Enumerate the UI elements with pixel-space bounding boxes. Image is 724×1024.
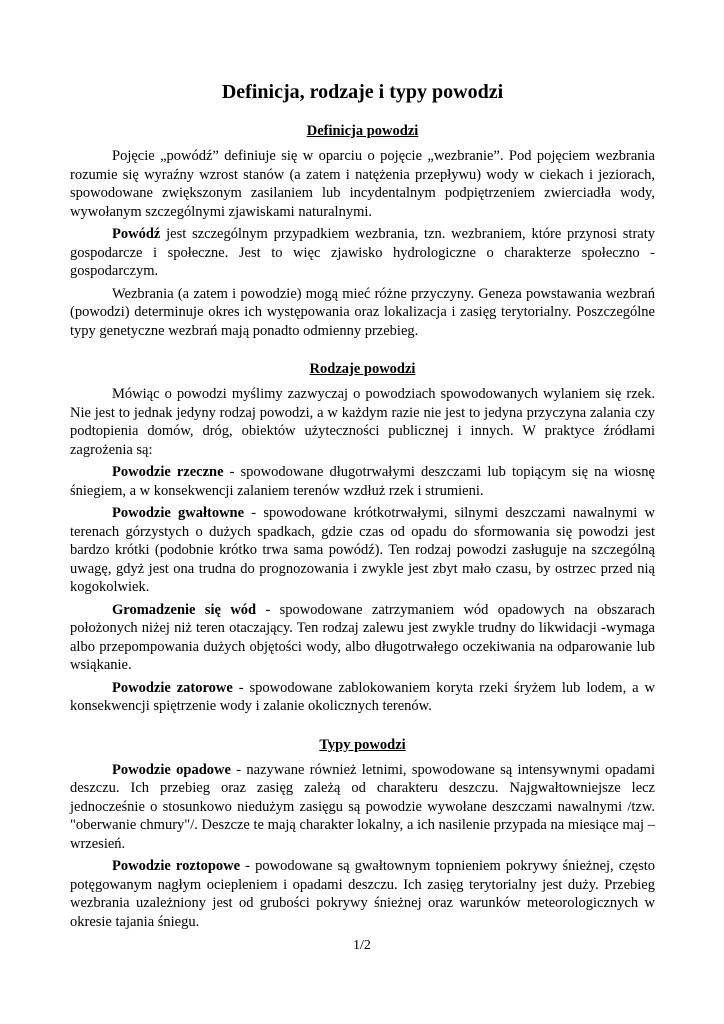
paragraph-term: Powodzie roztopowe bbox=[112, 858, 241, 874]
section-heading: Definicja powodzi bbox=[306, 123, 419, 139]
paragraph-text: - spowodowane zatrzymaniem wód opadowych na obszarach położonych niżej niż teren otaczający. Ten rodzaj zalewu jest zwykle trudny do likwidacji -wymaga albo przepompowania dużych objętości wody, albo długotrwałego oczekiwania na odparowanie lub wsiąkanie. bbox=[70, 601, 655, 673]
paragraph-text: - spowodowane długotrwałymi deszczami lub topiącym się na wiosnę śniegiem, a w konsekwencji zalaniem terenów wzdłuż rzek i strumieni. bbox=[70, 464, 655, 499]
paragraph-text: Wezbrania (a zatem i powodzie) mogą mieć różne przyczyny. Geneza powstawania wezbrań (powodzi) determinuje okres ich występowania oraz lokalizacja i zasięg terytorialny. Poszczególne typy genetyczne wezbrań mają ponadto odmienny przebieg. bbox=[70, 285, 655, 339]
paragraph bbox=[70, 285, 655, 341]
paragraph-term: Powodzie rzeczne bbox=[112, 464, 224, 480]
section-typy bbox=[70, 736, 655, 932]
paragraph-term: Gromadzenie się wód bbox=[112, 601, 257, 618]
section-heading: Typy powodzi bbox=[319, 736, 406, 753]
paragraph-text: - powodowane są gwałtownym topnieniem pokrywy śnieżnej, często potęgowanym nagłym ociepleniem i opadami deszczu. Ich zasięg terytorialny jest duży. Przebieg wezbrania uzależniony jest od grubości pokrywy śnieżnej oraz warunków meteorologicznych w okresie tajania śniegu. bbox=[70, 858, 655, 930]
document-title: Definicja, rodzaje i typy powodzi bbox=[221, 81, 504, 103]
paragraph-text: - spowodowane zablokowaniem koryta rzeki śryżem lub lodem, a w konsekwencji spiętrzenie wody i zalanie okolicznych terenów. bbox=[70, 679, 655, 714]
page-number: 1/2 bbox=[353, 938, 371, 953]
paragraph-text: - nazywane również letnimi, spowodowane są intensywnymi opadami deszczu. Ich przebieg oraz zasięg zależą od charakteru deszczu. Najgwałtowniejsze lecz jednocześnie o stosunkowo niedużym zasięgu są powodzie wywołane deszczami nawalnymi /tzw. "oberwanie chmury"/. Deszcze te mają charakter lokalny, a ich nasilenie przypada na miesiące maj – wrzesień. bbox=[70, 761, 655, 852]
section-rodzaje bbox=[70, 360, 655, 716]
paragraph bbox=[70, 504, 655, 597]
paragraph-text: Mówiąc o powodzi myślimy zazwyczaj o powodziach spowodowanych wylaniem się rzek. Nie jest to jednak jedyny rodzaj powodzi, a w każdym razie nie jest to jedyna przyczyna zalania czy podtopienia domów, dróg, obiektów użyteczności publicznej i innych. W praktyce źródłami zagrożenia są: bbox=[70, 386, 655, 458]
paragraph bbox=[70, 147, 655, 221]
paragraph-text: - spowodowane krótkotrwałymi, silnymi deszczami nawalnymi w terenach górzystych o dużych spadkach, gdzie czas od opadu do sformowania się powodzi jest bardzo krótki (podobnie krótko trwa sama powódź). Ten rodzaj powodzi zasługuje na szczególną uwagę, gdyż jest ona trudna do prognozowania i zwykle jest zbyt mało czasu, by ostrzec przed nią kogokolwiek. bbox=[70, 505, 655, 595]
document-page bbox=[70, 80, 655, 935]
paragraph-term: Powodzie opadowe bbox=[112, 761, 231, 778]
section-heading: Rodzaje powodzi bbox=[309, 361, 416, 377]
section-definicja bbox=[70, 122, 655, 340]
paragraph bbox=[70, 601, 655, 675]
paragraph bbox=[70, 679, 655, 716]
paragraph-term: Powodzie zatorowe bbox=[112, 679, 233, 696]
paragraph-term: Powódź bbox=[112, 226, 161, 242]
paragraph-term: Powodzie gwałtowne bbox=[112, 505, 245, 521]
paragraph-text: jest szczególnym przypadkiem wezbrania, tzn. wezbraniem, które przynosi straty gospodarcze i społeczne. Jest to więc zjawisko hydrologiczne o charakterze społeczno - gospodarczym. bbox=[70, 226, 655, 279]
paragraph bbox=[70, 385, 655, 459]
paragraph bbox=[70, 761, 655, 854]
paragraph-text: Pojęcie „powódź” definiuje się w oparciu o pojęcie „wezbranie”. Pod pojęciem wezbrania rozumie się wyraźny wzrost stanów (a zatem i natężenia przepływu) wody w ciekach i jeziorach, spowodowane zwiększonym zasilaniem lub incydentalnym podpiętrzeniem zwierciadła wody, wywołanym szczególnymi zjawiskami naturalnymi. bbox=[70, 148, 655, 220]
paragraph bbox=[70, 463, 655, 500]
paragraph bbox=[70, 225, 655, 281]
paragraph bbox=[70, 857, 655, 931]
